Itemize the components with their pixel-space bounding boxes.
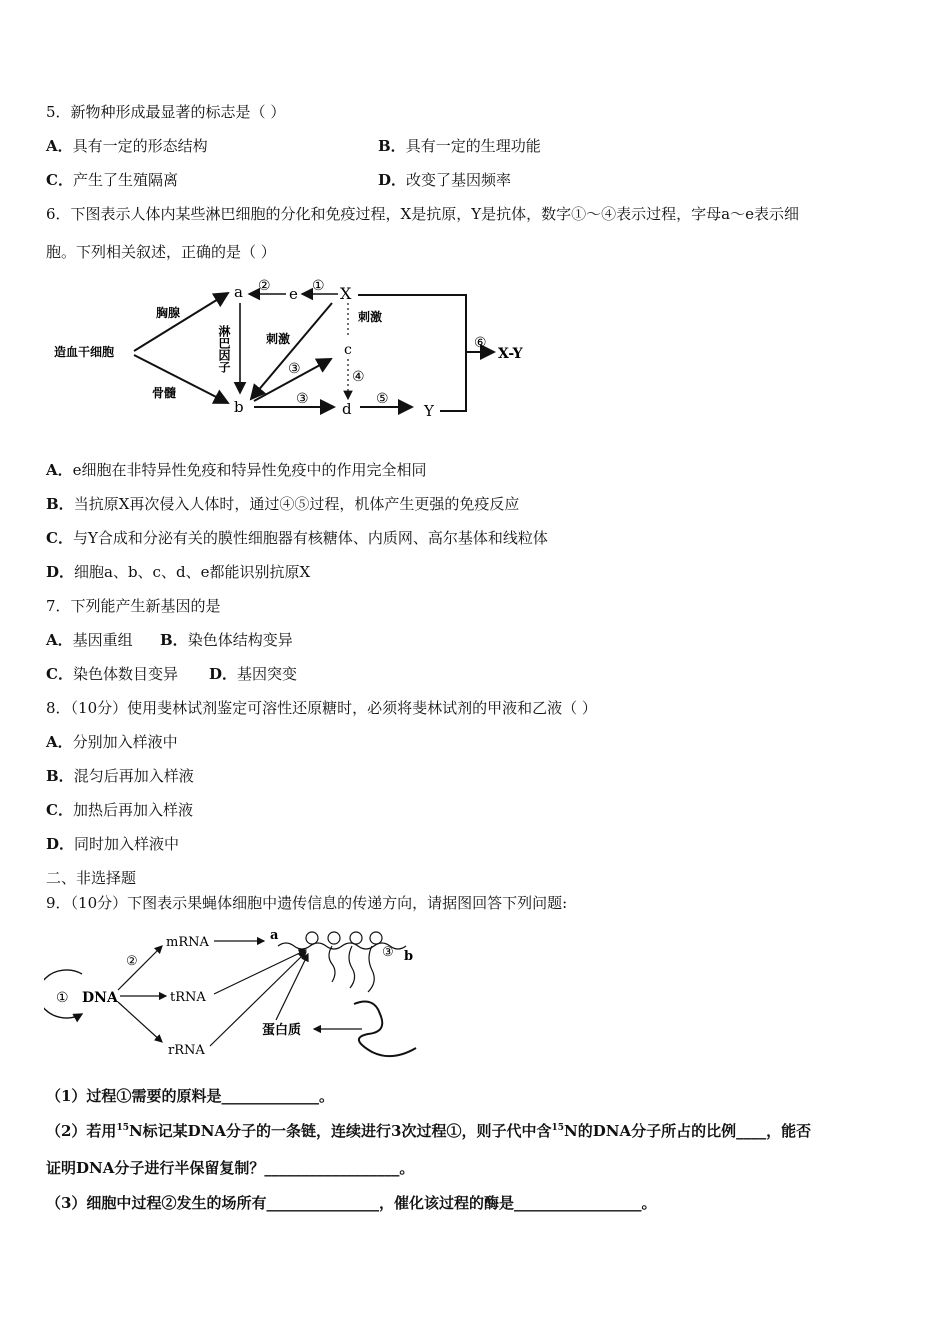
- q5-stem: 5．新物种形成最显著的标志是（ ）: [46, 103, 286, 121]
- step-2: ②: [258, 278, 271, 294]
- q7-option-a[interactable]: [46, 630, 133, 650]
- step-2-label: ②: [126, 954, 138, 969]
- section-heading: 二、非选择题: [46, 869, 137, 887]
- bone-marrow-label: 骨髓: [152, 386, 177, 400]
- step-1-label: ①: [56, 990, 69, 1006]
- sub3-text-2: ，催化该过程的酶是: [378, 1194, 514, 1212]
- mrna-label: mRNA: [166, 935, 209, 950]
- q6-option-c[interactable]: [46, 528, 548, 548]
- node-e: e: [289, 285, 298, 303]
- sub3-post: 。: [641, 1194, 657, 1212]
- option-text: 加热后再加入样液: [72, 801, 193, 819]
- step-4: ④: [352, 369, 365, 385]
- option-text: 细胞a、b、c、d、e都能识别抗原X: [74, 563, 311, 581]
- step-3b: ③: [296, 391, 309, 407]
- option-label: D．: [378, 171, 407, 189]
- option-text: 染色体结构变异: [187, 631, 293, 649]
- q6-immune-diagram: [46, 275, 536, 425]
- option-label: A．: [46, 631, 73, 649]
- trna-label: tRNA: [170, 990, 206, 1005]
- node-a: a: [234, 283, 243, 301]
- q8-option-b[interactable]: [46, 766, 194, 786]
- answer-blank[interactable]: _______________: [266, 1194, 379, 1212]
- answer-blank[interactable]: _____________: [221, 1087, 319, 1105]
- option-label: D．: [46, 563, 75, 581]
- node-x: X: [340, 284, 352, 303]
- q7-option-c[interactable]: [46, 664, 178, 684]
- q9-sub2-line2: [46, 1158, 414, 1178]
- q6-stem-line2: 胞。下列相关叙述，正确的是（ ）: [46, 243, 276, 261]
- sub1-post: 。: [318, 1087, 334, 1105]
- sub2-text-4: ，能否: [766, 1122, 812, 1140]
- option-label: D．: [209, 665, 238, 683]
- stimulate-label-2: 刺激: [358, 310, 383, 324]
- stimulate-label-1: 刺激: [266, 332, 291, 346]
- answer-blank[interactable]: _________________: [513, 1194, 642, 1212]
- node-c: c: [344, 342, 352, 358]
- q6-option-d[interactable]: [46, 562, 310, 582]
- sub3-text-1: （3）细胞中过程②发生的场所有: [46, 1194, 267, 1212]
- q7-option-b[interactable]: [160, 630, 293, 650]
- option-text: 混匀后再加入样液: [73, 767, 194, 785]
- rrna-label: rRNA: [168, 1043, 205, 1058]
- step-6: ⑥: [474, 335, 487, 351]
- option-text: 具有一定的生理功能: [405, 137, 541, 155]
- q6-option-a[interactable]: [46, 460, 427, 480]
- option-text: 同时加入样液中: [74, 835, 180, 853]
- option-text: 基因突变: [237, 665, 298, 683]
- option-text: 改变了基因频率: [406, 171, 512, 189]
- node-xy: X-Y: [498, 346, 523, 362]
- q7-option-d[interactable]: [209, 664, 297, 684]
- sub2-post: 。: [399, 1159, 415, 1177]
- q9-sub1: [46, 1086, 334, 1106]
- q6-option-b[interactable]: [46, 494, 519, 514]
- sub2-text-1: （2）若用: [46, 1122, 117, 1140]
- q8-option-c[interactable]: [46, 800, 193, 820]
- dna-label: DNA: [82, 990, 118, 1006]
- isotope-superscript: 15: [116, 1123, 129, 1133]
- option-text: 当抗原X再次侵入人体时，通过④⑤过程，机体产生更强的免疫反应: [73, 495, 520, 513]
- q9-gene-expression-diagram: [44, 924, 434, 1060]
- option-label: C．: [46, 665, 73, 683]
- step-3-label: ③: [382, 945, 394, 960]
- option-label: C．: [46, 801, 73, 819]
- q9-sub3: [46, 1193, 656, 1213]
- option-label: A．: [46, 733, 73, 751]
- option-label: C．: [46, 529, 73, 547]
- option-label: B．: [46, 495, 74, 513]
- b-label: b: [404, 949, 414, 964]
- option-text: 与Y合成和分泌有关的膜性细胞器有核糖体、内质网、高尔基体和线粒体: [72, 529, 548, 547]
- protein-label: 蛋白质: [262, 1023, 302, 1038]
- sub2-text-3: N的DNA分子所占的比例: [564, 1122, 737, 1140]
- step-1: ①: [312, 278, 325, 294]
- q9-stem: 9．（10分）下图表示果蝇体细胞中遗传信息的传递方向，请据图回答下列问题:: [46, 894, 568, 912]
- option-text: 分别加入样液中: [72, 733, 178, 751]
- option-text: 染色体数目变异: [72, 665, 178, 683]
- option-text: 产生了生殖隔离: [72, 171, 178, 189]
- q5-option-c[interactable]: [46, 170, 178, 190]
- q8-option-a[interactable]: [46, 732, 178, 752]
- isotope-superscript: 15: [551, 1123, 565, 1133]
- q5-option-b[interactable]: [378, 136, 541, 156]
- option-text: 基因重组: [72, 631, 133, 649]
- option-label: A．: [46, 137, 73, 155]
- option-text: e细胞在非特异性免疫和特异性免疫中的作用完全相同: [72, 461, 427, 479]
- q5-option-a[interactable]: [46, 136, 208, 156]
- source-label: 造血干细胞: [54, 345, 115, 359]
- step-3a: ③: [288, 361, 301, 377]
- sub2-text-2: N标记某DNA分子的一条链，连续进行3次过程①，则子代中含: [128, 1122, 552, 1140]
- sub2-text-5: 证明DNA分子进行半保留复制？: [46, 1159, 265, 1177]
- option-label: B．: [378, 137, 406, 155]
- q8-stem: 8．（10分）使用斐林试剂鉴定可溶性还原糖时，必须将斐林试剂的甲液和乙液（ ）: [46, 699, 597, 717]
- option-label: D．: [46, 835, 75, 853]
- option-label: B．: [160, 631, 188, 649]
- q9-sub2-line1: [46, 1121, 811, 1141]
- a-label: a: [270, 928, 279, 943]
- step-5: ⑤: [376, 391, 389, 407]
- option-label: B．: [46, 767, 74, 785]
- lymphokine-label: 淋巴因子: [217, 325, 231, 373]
- q7-stem: 7．下列能产生新基因的是: [46, 597, 221, 615]
- thymus-label: 胸腺: [156, 306, 181, 320]
- option-label: C．: [46, 171, 73, 189]
- option-label: A．: [46, 461, 73, 479]
- node-b: b: [234, 398, 244, 416]
- sub1-text: （1）过程①需要的原料是: [46, 1087, 222, 1105]
- q6-stem-line1: 6．下图表示人体内某些淋巴细胞的分化和免疫过程，X是抗原，Y是抗体，数字①～④表示过程，字母a～e表示细: [46, 205, 799, 223]
- node-d: d: [342, 400, 352, 418]
- answer-blank[interactable]: ____: [736, 1122, 767, 1140]
- q5-option-d[interactable]: [378, 170, 511, 190]
- q8-option-d[interactable]: [46, 834, 179, 854]
- option-text: 具有一定的形态结构: [72, 137, 208, 155]
- answer-blank[interactable]: __________________: [264, 1159, 400, 1177]
- node-y: Y: [424, 402, 434, 420]
